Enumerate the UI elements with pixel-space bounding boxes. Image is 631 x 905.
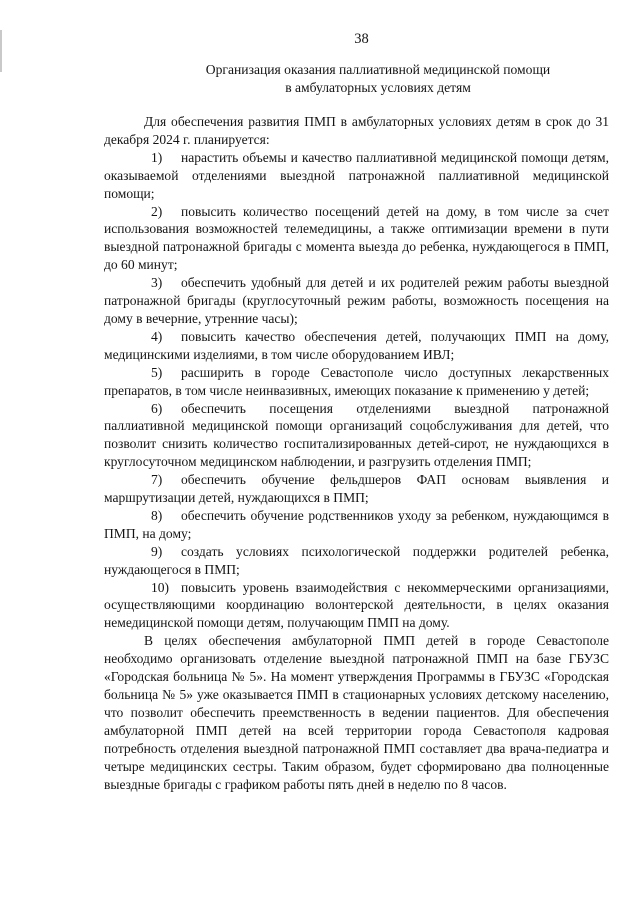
list-item-text: обеспечить обучение фельдшеров ФАП основам выявления и маршрутизации детей, нуждающихся в ПМП;: [104, 472, 609, 506]
list-item-number: 3): [151, 275, 163, 291]
list-item-8: [104, 507, 609, 543]
closing-paragraph: В целях обеспечения амбулаторной ПМП детей в городе Севастополе необходимо организовать отделение выездной патронажной ПМП на базе ГБУЗС «Городская больница № 5». На момент утверждения Программы в ГБУЗС «Городская больница № 5» уже оказывается ПМП в стационарных условиях детскому населению, что позволит обеспечить преемственность в ведении пациентов. Для обеспечения амбулаторной ПМП детей на всей территории города Севастополя кадровая потребность отделения выездной патронажной ПМП составляет два врача-педиатра и четыре медицинских сестры. Таким образом, будет сформировано два полноценные выездные бригады с графиком работы пять дней в неделю по 8 часов.: [104, 633, 609, 792]
list-item-4: [104, 328, 609, 364]
intro-paragraph: Для обеспечения развития ПМП в амбулаторных условиях детям в срок до 31 декабря 2024 г. планируется:: [104, 114, 609, 147]
list-item-number: 6): [151, 400, 163, 416]
list-item-number: 9): [151, 543, 163, 559]
list-item-text: нарастить объемы и качество паллиативной медицинской помощи детям, оказываемой отделениями выездной патронажной паллиативной медицинской помощи;: [104, 149, 609, 201]
list-item-number: 2): [151, 203, 163, 219]
list-item-1: [104, 149, 609, 203]
list-item-number: 8): [151, 507, 163, 523]
list-item-number: 4): [151, 328, 163, 344]
heading-line-1: Организация оказания паллиативной медицинской помощи: [205, 62, 551, 77]
list-item-text: повысить качество обеспечения детей, получающих ПМП на дому, медицинскими изделиями, в том числе оборудованием ИВЛ;: [104, 328, 609, 362]
list-item-3: [104, 274, 609, 328]
list-item-text: повысить количество посещений детей на дому, в том числе за счет использования возможностей телемедицины, а также оптимизации времени в пути выездной патронажной бригады с момента выезда до ребенка, нуждающегося в ПМП, до 60 минут;: [104, 203, 609, 273]
list-item-7: [104, 471, 609, 507]
list-item-text: расширить в городе Севастополе число доступных лекарственных препаратов, в том числе неинвазивных, имеющих показание к применению у детей;: [104, 364, 609, 398]
list-item-number: 1): [151, 149, 163, 165]
list-item-9: [104, 543, 609, 579]
list-item-number: 7): [151, 472, 163, 488]
list-item-text: обеспечить обучение родственников уходу за ребенком, нуждающимся в ПМП, на дому;: [104, 507, 609, 541]
list-item-text: обеспечить удобный для детей и их родителей режим работы выездной патронажной бригады (круглосуточный режим работы, возможность посещения на дому в вечерние, утренние часы);: [104, 275, 609, 326]
list-item-text: повысить уровень взаимодействия с некоммерческими организациями, осуществляющими координацию волонтерской деятельности, в целях оказания немедицинской помощи детям, получающим ПМП на дому.: [104, 579, 609, 631]
list-item-number: 5): [151, 364, 163, 380]
heading-line-2: в амбулаторных условиях детям: [285, 80, 471, 95]
list-item-text: создать условиях психологической поддержки родителей ребенка, нуждающегося в ПМП;: [104, 543, 609, 577]
section-heading: [186, 61, 570, 97]
list-item-6: [104, 400, 609, 472]
list-item-5: [104, 364, 609, 400]
list-item-number: 10): [151, 579, 170, 595]
list-item-10: [104, 579, 609, 633]
list-item-text: обеспечить посещения отделениями выездной патронажной паллиативной медицинской помощи организаций соцобслуживания для детей, что позволит снизить количество госпитализированных детей-сирот, не нуждающихся в круглосуточном медицинском наблюдении, и разгрузить отделения ПМП;: [104, 400, 609, 470]
page-number: 38: [354, 31, 369, 47]
document-body: [104, 113, 609, 793]
list-item-2: [104, 203, 609, 275]
